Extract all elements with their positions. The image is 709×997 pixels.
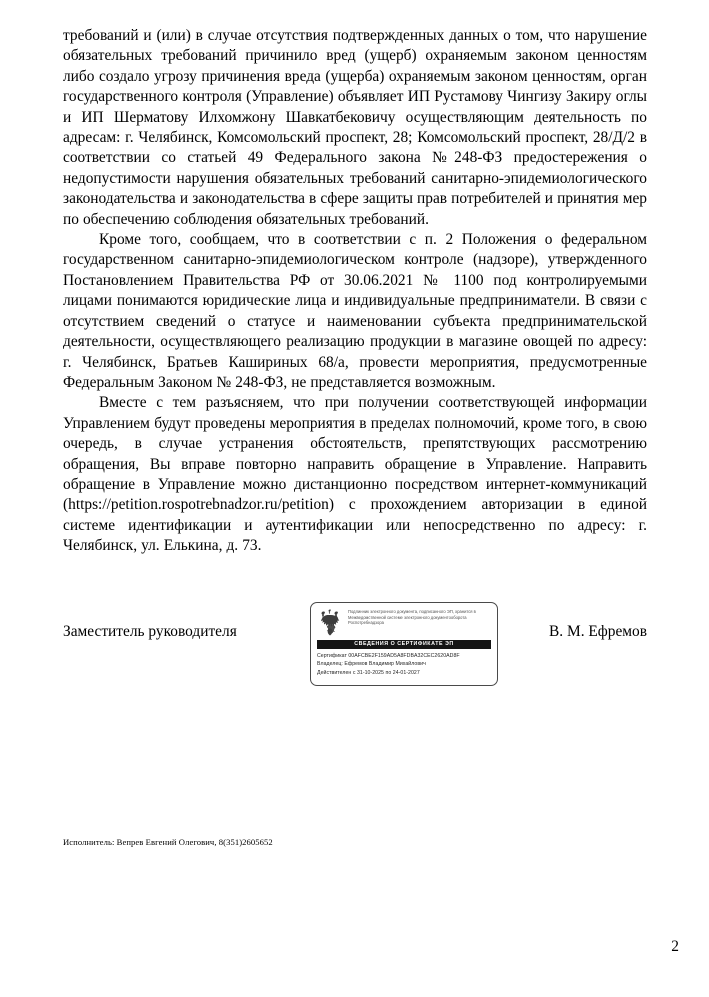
stamp-certificate-fields (317, 652, 491, 677)
stamp-certificate-band: СВЕДЕНИЯ О СЕРТИФИКАТЕ ЭП (317, 640, 491, 649)
paragraph-clarification: Вместе с тем разъясняем, что при получении соответствующей информации Управлением будут проведены мероприятия в пределах полномочий, кроме того, в свою очередь, в случае устранения обстоятельств, препятствующих рассмотрению обращения, Вы вправе повторно направить обращение в Управление. Направить обращение в Управление можно дистанционно посредством интернет-коммуникаций (https://petition.rospotrebnadzor.ru/petition) с прохождением авторизации в единой системе идентификации и аутентификации или непосредственно по адресу: г. Челябинск, ул. Елькина, д. 73. (63, 394, 647, 555)
stamp-header (317, 608, 491, 638)
stamp-certificate-number: Сертификат 00AFCBE2F159AD5A8FDBA32CEC2620AD8F (317, 653, 460, 659)
stamp-note-text: Подлинник электронного документа, подписанного ЭП, хранится в Межведомственной системе электронного документооборота Роспотребнадзора (348, 609, 476, 626)
signatory-position: Заместитель руководителя (63, 623, 237, 640)
paragraph-moreover: Кроме того, сообщаем, что в соответствии с п. 2 Положения о федеральном государственном санитарно-эпидемиологическом контроле (надзоре), утвержденного Постановлением Правительства РФ от 30.06.2021 № 1100 под контролируемыми лицами понимаются юридические лица и индивидуальные предприниматели. В связи с отсутствием сведений о статусе и наименовании субъекта предпринимательской деятельности, осуществляющего реализацию продукции в магазине овощей по адресу: г. Челябинск, Братьев Кашириных 68/а, провести мероприятия, предусмотренные Федеральным Законом № 248-ФЗ, не представляется возможным. (63, 231, 647, 391)
stamp-certificate-owner: Владелец: Ефремов Владимир Михайлович (317, 661, 426, 668)
electronic-signature-stamp (310, 602, 498, 686)
signatory-name: В. М. Ефремов (549, 623, 647, 640)
stamp-certificate-validity: Действителен с 31-10-2025 по 24-01-2027 (317, 669, 420, 676)
document-body (63, 26, 647, 557)
page-number: 2 (671, 938, 679, 955)
russian-coat-of-arms-icon (317, 608, 343, 636)
paragraph-continuation: требований и (или) в случае отсутствия подтвержденных данных о том, что нарушение обязательных требований причинило вред (ущерб) охраняемым законом ценностям либо создало угрозу причинения вреда (ущерба) охраняемым законом ценностям, орган государственного контроля (Управление) объявляет ИП Рустамову Чингизу Закиру оглы и ИП Шерматову Илхомжону Шавкатбековичу осуществляющим деятельность по адресам: г. Челябинск, Комсомольский проспект, 28; Комсомольский проспект, 28/Д/2 в соответствии со статьей 49 Федерального закона №248-ФЗ предостережения о недопустимости нарушения обязательных требований санитарно-эпидемиологического законодательства и законодательства в сфере защиты прав потребителей и принятия мер по обеспечению соблюдения обязательных требований. (63, 27, 647, 228)
executor-line: Исполнитель: Вепрев Евгений Олегович, 8(351)2605652 (63, 837, 273, 847)
